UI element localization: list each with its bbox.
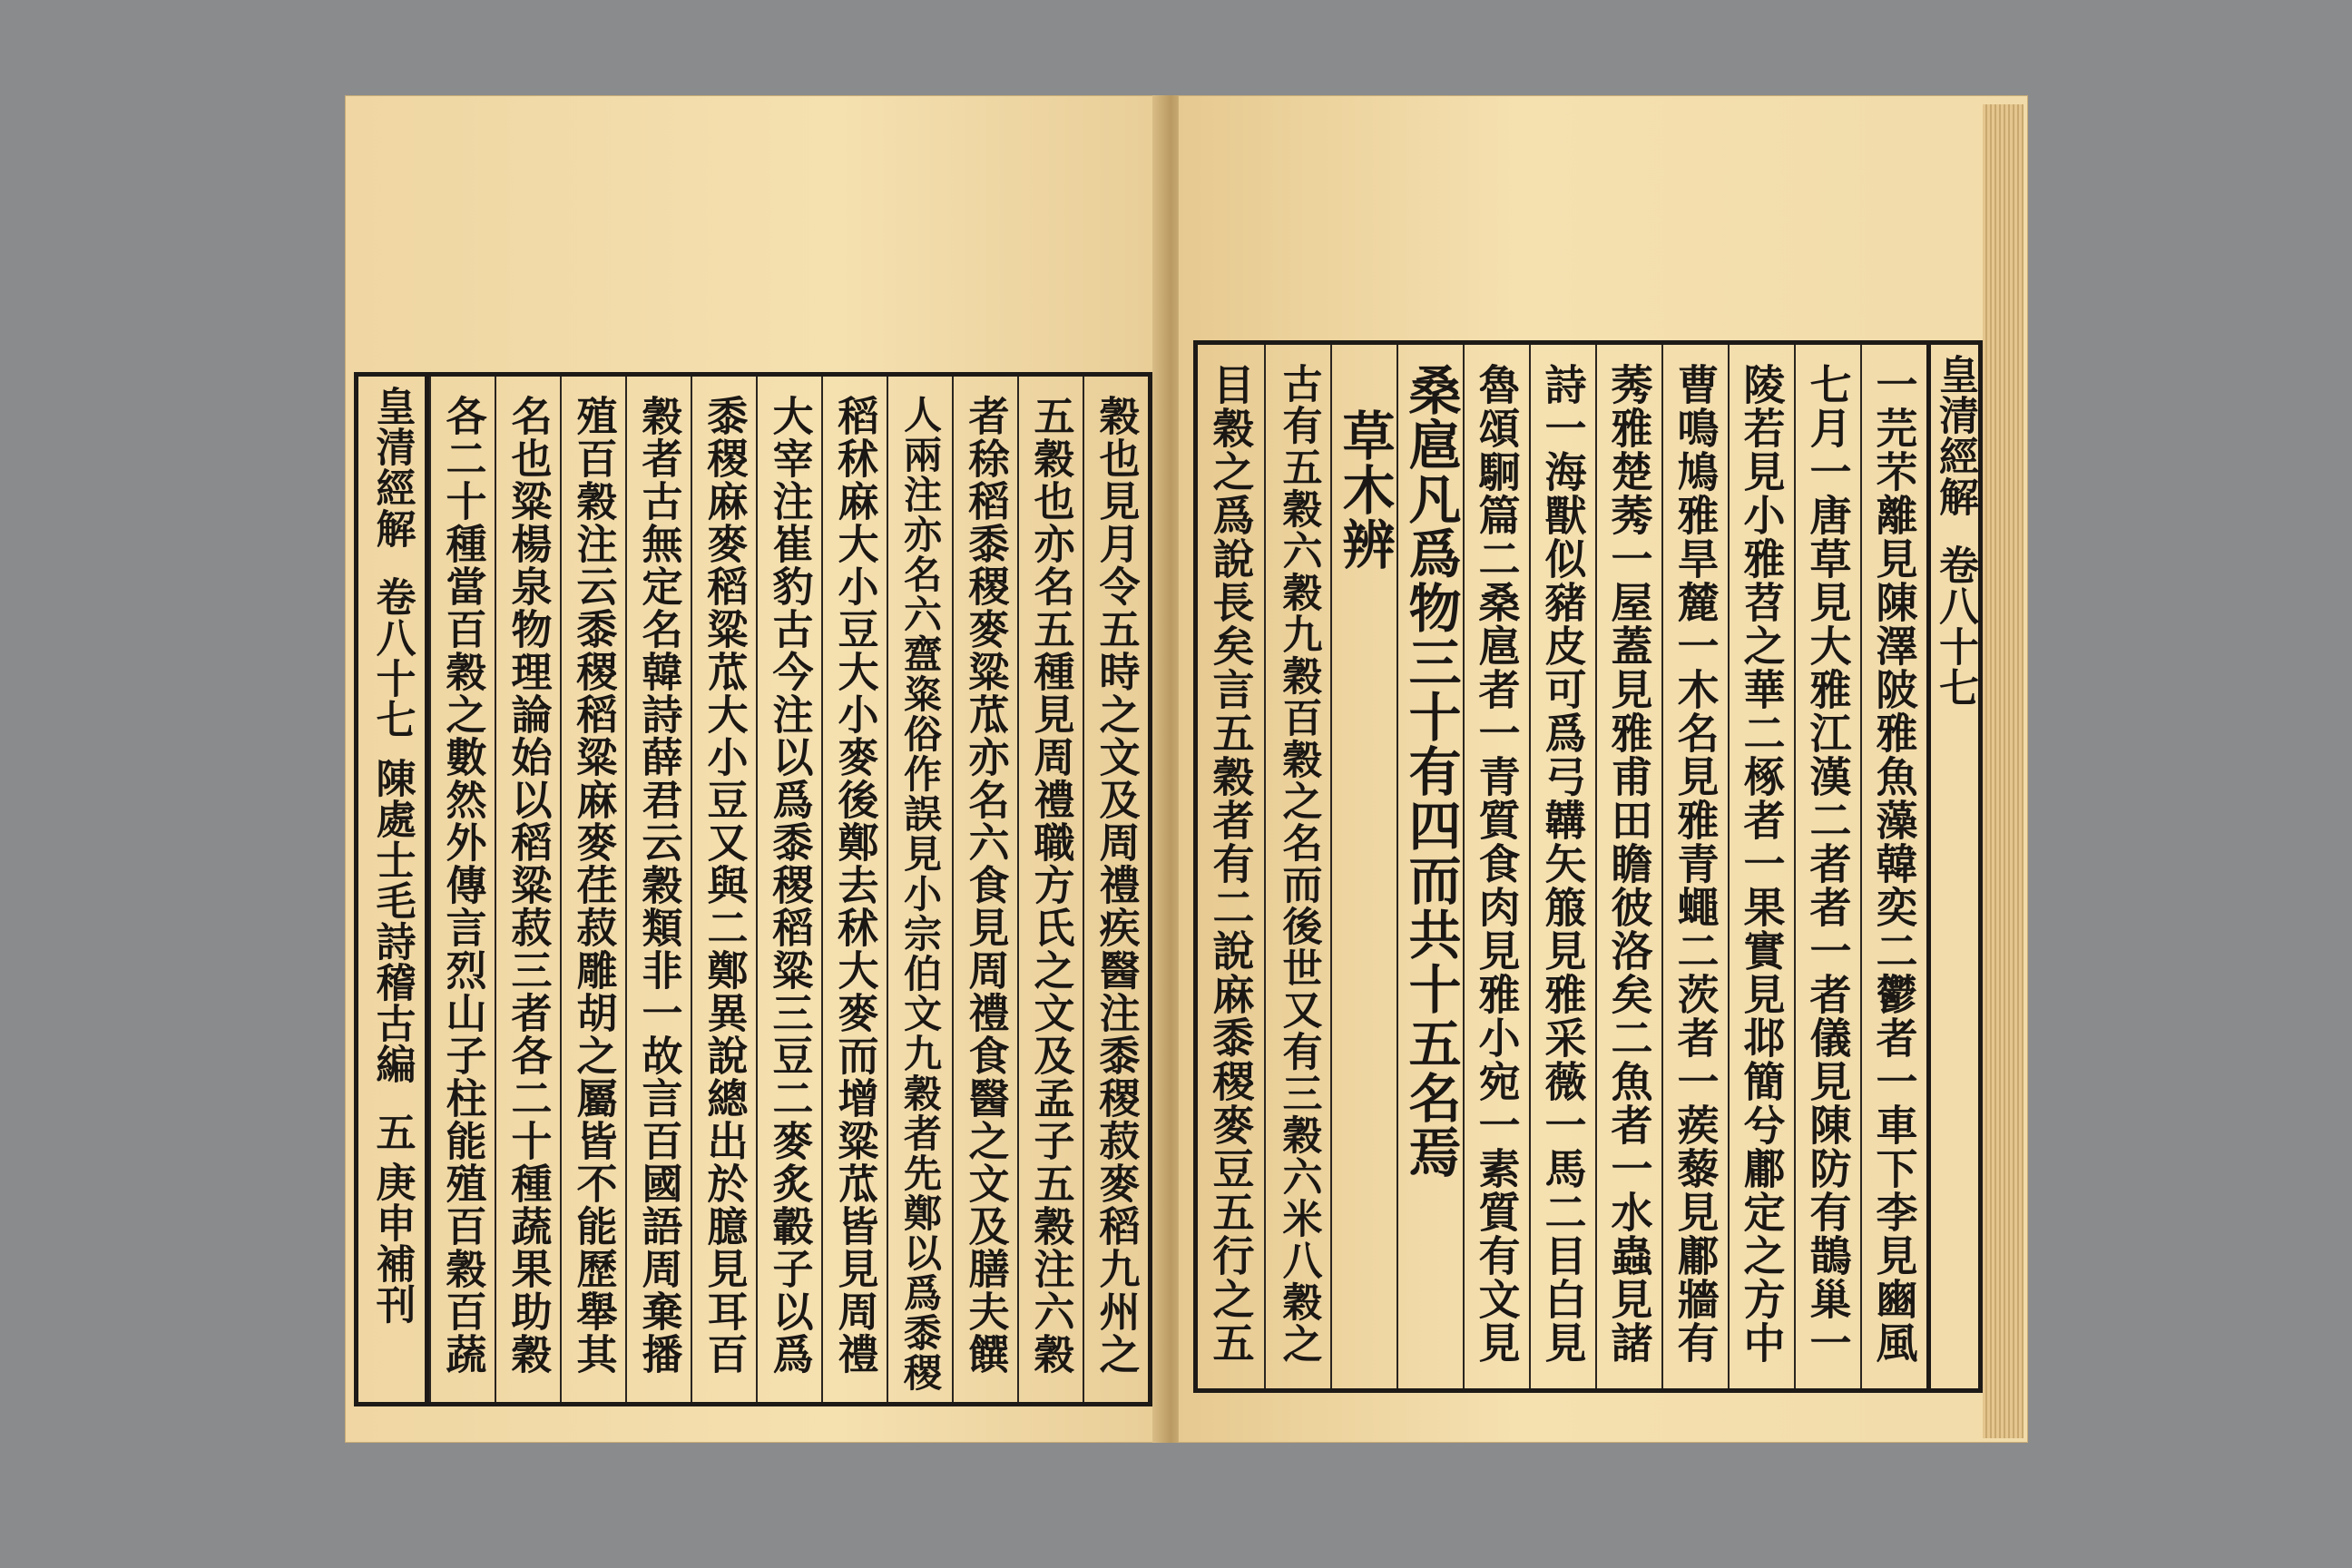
column-text: 黍稷麻麥稻粱苽大小豆又與二鄭異說總出於臆見耳百 xyxy=(700,395,749,1376)
left-text-column xyxy=(429,377,495,1402)
column-text: 殖百穀注云黍稷稻粱麻麥荏菽雕胡之屬皆不能歷舉其 xyxy=(569,395,618,1376)
left-text-column xyxy=(952,377,1017,1402)
left-text-column xyxy=(625,377,691,1402)
right-banner-column xyxy=(1926,345,1978,1388)
right-text-column xyxy=(1264,345,1330,1388)
left-banner-volume: 卷八十七 xyxy=(368,576,416,740)
column-text: 莠雅楚莠一屋蓋見雅甫田瞻彼洛矣二魚者一水蟲見諸 xyxy=(1604,363,1654,1365)
column-text: 名也粱楊泉物理論始以稻粱菽三者各二十種蔬果助穀 xyxy=(504,395,553,1376)
right-text-column xyxy=(1330,345,1396,1388)
right-banner-volume: 卷八十七 xyxy=(1932,544,1978,708)
right-banner-title: 皇清經解 xyxy=(1932,354,1978,517)
left-text-column xyxy=(1083,377,1148,1402)
left-banner-title: 皇清經解 xyxy=(368,386,416,549)
column-text: 陵若見小雅苕之華二椓者一果實見邶簡兮鄘定之方中 xyxy=(1737,363,1787,1365)
open-book xyxy=(345,95,2028,1443)
right-text-column xyxy=(1860,345,1926,1388)
column-text: 人兩注亦名六齍粢俗作誤見小宗伯文九穀者先鄭以爲黍稷 xyxy=(898,395,943,1393)
left-banner-note: 庚申補刊 xyxy=(368,1161,416,1325)
left-text-column xyxy=(821,377,887,1402)
left-banner-work: 陳處士毛詩稽古編 xyxy=(368,758,416,1084)
right-page xyxy=(1178,95,2028,1443)
column-text: 曹鳴鳩雅旱麓一木名見雅青蠅二茨者一蒺藜見鄘牆有 xyxy=(1671,363,1720,1365)
column-text: 詩一海獸似豬皮可爲弓韝矢箙見雅采薇一馬二目白見 xyxy=(1538,363,1588,1365)
left-text-column xyxy=(756,377,821,1402)
section-heading: 草木辨 xyxy=(1333,408,1396,572)
right-text-column xyxy=(1396,345,1463,1388)
left-page xyxy=(345,95,1166,1443)
right-text-column xyxy=(1661,345,1728,1388)
right-text-column xyxy=(1198,345,1264,1388)
right-text-frame xyxy=(1193,340,1983,1393)
left-banner-column xyxy=(358,377,429,1402)
column-text: 穀者古無定名韓詩薛君云穀類非一故言百國語周棄播 xyxy=(634,395,683,1376)
column-text: 五穀也亦名五種見周禮職方氏之文及孟子五穀注六穀 xyxy=(1026,395,1075,1376)
left-text-column xyxy=(495,377,560,1402)
left-text-column xyxy=(1017,377,1083,1402)
page-edges xyxy=(1983,104,2024,1438)
left-banner-page: 五 xyxy=(368,1112,416,1152)
right-text-column xyxy=(1595,345,1661,1388)
left-text-frame xyxy=(354,372,1152,1406)
column-text: 穀也見月令五時之文及周禮疾醫注黍稷菽麥稻九州之 xyxy=(1092,395,1141,1376)
column-text: 桑扈凡爲物三十有四而共十五名焉 xyxy=(1399,363,1462,1180)
column-text: 目穀之爲說長矣言五穀者有二說麻黍稷麥豆五行之五 xyxy=(1206,363,1256,1365)
column-text: 七月一唐草見大雅江漢二者者一者儀見陳防有鵲巢一 xyxy=(1803,363,1853,1365)
column-text: 稻秫麻大小豆大小麥後鄭去秫大麥而增粱苽皆見周禮 xyxy=(830,395,879,1376)
left-text-column xyxy=(887,377,952,1402)
left-text-column xyxy=(691,377,756,1402)
column-text: 魯頌駉篇二桑扈者一青質食肉見雅小宛一素質有文見 xyxy=(1472,363,1522,1365)
column-text: 各二十種當百穀之數然外傳言烈山子柱能殖百穀百蔬 xyxy=(438,395,487,1376)
left-text-column xyxy=(560,377,625,1402)
column-text: 古有五穀六穀九穀百穀之名而後世又有三穀六米八穀之 xyxy=(1275,363,1322,1365)
column-text: 大宰注崔豹古今注以爲黍稷稻粱三豆二麥炙轂子以爲 xyxy=(765,395,814,1376)
right-text-column xyxy=(1463,345,1529,1388)
column-text: 者稌稻黍稷麥粱苽亦名六食見周禮食醫之文及膳夫饌 xyxy=(961,395,1010,1376)
right-text-column xyxy=(1728,345,1794,1388)
column-text: 一芫芣離見陳澤陂雅魚藻韓奕二鬱者一車下李見豳風 xyxy=(1869,363,1919,1365)
right-text-column xyxy=(1529,345,1595,1388)
right-text-column xyxy=(1794,345,1860,1388)
